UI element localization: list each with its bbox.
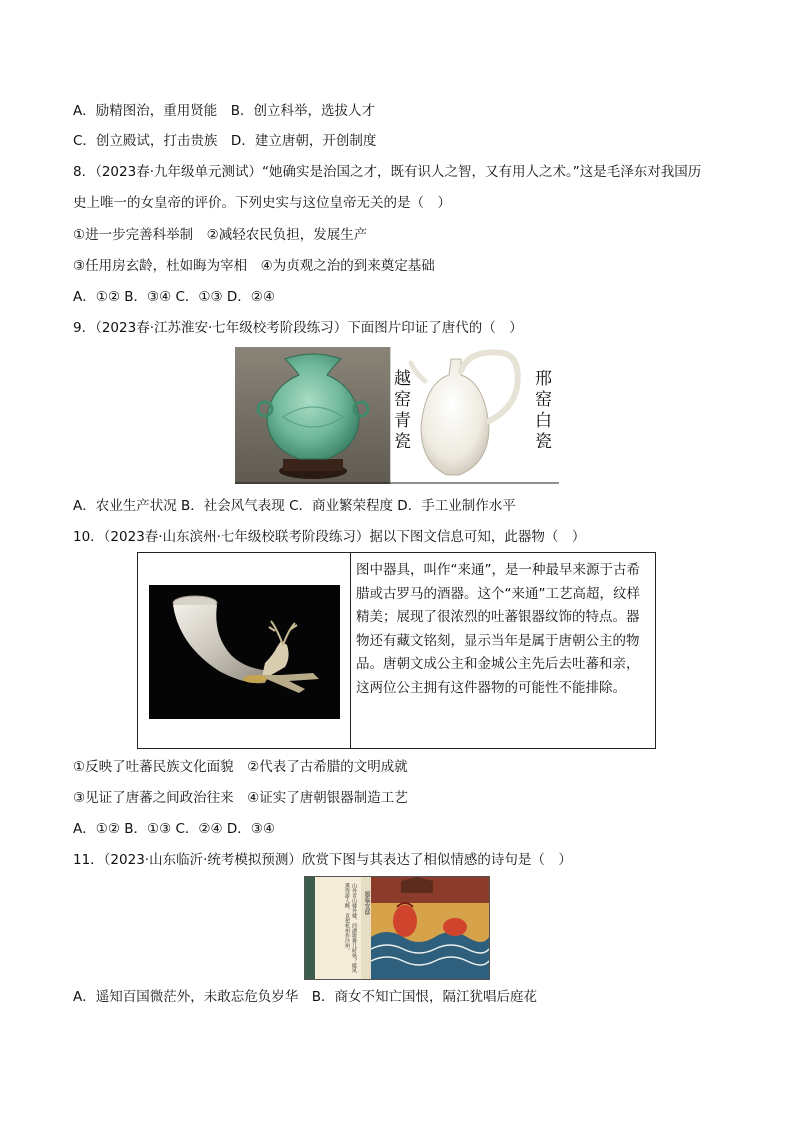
q7-options-cd: C．创立殿试，打击贵族 D．建立唐朝，开创制度 bbox=[73, 133, 377, 149]
table-divider bbox=[350, 553, 351, 748]
q10-statements-1: ①反映了吐蕃民族文化面貌 ②代表了古希腊的文明成就 bbox=[73, 759, 408, 775]
q11-choices-ab: A．遥知百国微茫外，未敢忘危负岁华 B．商女不知亡国恨，隔江犹唱后庭花 bbox=[73, 989, 537, 1005]
q7-options-ab: A．励精图治，重用贤能 B．创立科举，选拔人才 bbox=[73, 103, 375, 119]
q8-stem-line1: 8．（2023春·九年级单元测试）“她确实是治国之才，既有识人之智，又有用人之术。”这是毛泽东对我国历 bbox=[73, 164, 702, 180]
poem-text: 山外青山楼外楼，西湖歌舞几时休？暖风熏得游人醉，直把杭州作汴州。 bbox=[344, 883, 357, 973]
q10-statements-2: ③见证了唐蕃之间政治往来 ④证实了唐朝银器制造工艺 bbox=[73, 790, 408, 806]
q8-statements-1: ①进一步完善科举制 ②减轻农民负担，发展生产 bbox=[73, 227, 368, 243]
rhyton-description: 图中器具，叫作“来通”，是一种最早来源于古希腊或古罗马的酒器。这个“来通”工艺高超，纹样精美；展现了很浓烈的吐蕃银器纹饰的特点。器物还有藏文铭刻，显示当年是属于唐朝公主的物品。唐朝文成公主和金城公主先后去吐蕃和亲，这两位公主拥有这件器物的可能性不能排除。 bbox=[356, 562, 640, 696]
porcelain-left-label: 越窑青瓷 bbox=[394, 369, 411, 452]
porcelain-figure bbox=[235, 347, 559, 484]
rhyton-photo bbox=[149, 585, 340, 719]
q10-info-table bbox=[137, 552, 656, 749]
rhyton-image bbox=[149, 585, 340, 719]
q10-stem: 10．（2023春·山东滨州·七年级校联考阶段练习）据以下图文信息可知，此器物（ ） bbox=[73, 529, 586, 545]
q9-choices: A．农业生产状况 B．社会风气表现 C．商业繁荣程度 D．手工业制作水平 bbox=[73, 498, 516, 514]
porcelain-right-label: 邢窑白瓷 bbox=[535, 369, 552, 452]
poem-title: 题临安邸 bbox=[363, 891, 370, 915]
q11-stem: 11．（2023·山东临沂·统考模拟预测）欣赏下图与其表达了相似情感的诗句是（ ） bbox=[73, 852, 572, 868]
poem-figure bbox=[304, 876, 490, 980]
q8-choices: A．①② B．③④ C．①③ D．②④ bbox=[73, 289, 276, 305]
q8-statements-2: ③任用房玄龄，杜如晦为宰相 ④为贞观之治的到来奠定基础 bbox=[73, 258, 435, 274]
q10-choices: A．①② B．①③ C．②④ D．③④ bbox=[73, 821, 276, 837]
q9-stem: 9．（2023春·江苏淮安·七年级校考阶段练习）下面图片印证了唐代的（ ） bbox=[73, 320, 523, 336]
q8-stem-line2: 史上唯一的女皇帝的评价。下列史实与这位皇帝无关的是（ ） bbox=[73, 195, 451, 211]
